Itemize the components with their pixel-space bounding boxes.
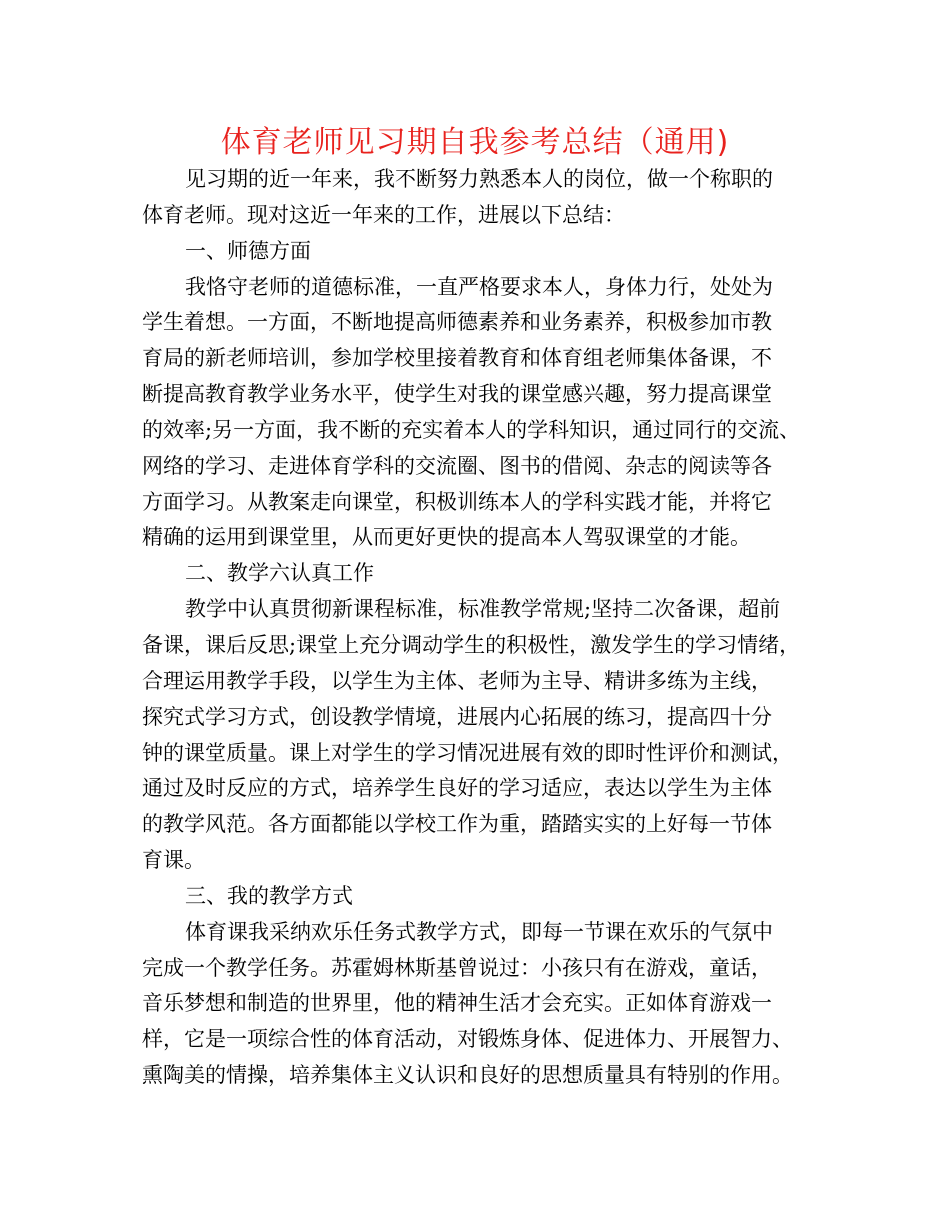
text-line: 样，它是一项综合性的体育活动，对锻炼身体、促进体力、开展智力、 bbox=[142, 1027, 793, 1052]
text-line: 见习期的近一年来，我不断努力熟悉本人的岗位，做一个称职的 bbox=[185, 167, 773, 191]
text-line: 钟的课堂质量。课上对学生的学习情况进展有效的即时性评价和测试， bbox=[142, 740, 793, 765]
text-line: 二、教学六认真工作 bbox=[185, 561, 374, 586]
text-line: 体育老师。现对这近一年来的工作，进展以下总结： bbox=[142, 202, 625, 227]
text-line: 网络的学习、走进体育学科的交流圈、图书的借阅、杂志的阅读等各 bbox=[142, 453, 772, 478]
text-line: 备课，课后反思;课堂上充分调动学生的积极性，激发学生的学习情绪， bbox=[142, 632, 801, 657]
text-line: 通过及时反应的方式，培养学生良好的学习适应，表达以学生为主体 bbox=[142, 776, 772, 801]
text-line: 熏陶美的情操，培养集体主义认识和良好的思想质量具有特别的作用。 bbox=[142, 1063, 793, 1088]
text-line: 教学中认真贯彻新课程标准，标准教学常规;坚持二次备课，超前 bbox=[185, 597, 781, 622]
text-line: 断提高教育教学业务水平，使学生对我的课堂感兴趣，努力提高课堂 bbox=[142, 382, 772, 407]
text-line: 一、师德方面 bbox=[185, 238, 311, 263]
text-line: 的教学风范。各方面都能以学校工作为重，踏踏实实的上好每一节体 bbox=[142, 812, 772, 837]
document-body bbox=[142, 162, 832, 1094]
text-line: 体育课我采纳欢乐任务式教学方式，即每一节课在欢乐的气氛中 bbox=[185, 919, 773, 944]
text-line: 的效率;另一方面，我不断的充实着本人的学科知识，通过同行的交流、 bbox=[142, 417, 801, 442]
document-title: 体育老师见习期自我参考总结（通用) bbox=[220, 125, 730, 160]
text-line: 我恪守老师的道德标准，一直严格要求本人，身体力行，处处为 bbox=[185, 274, 773, 299]
text-line: 探究式学习方式，创设教学情境，进展内心拓展的练习，提高四十分 bbox=[142, 704, 772, 729]
text-line: 方面学习。从教案走向课堂，积极训练本人的学科实践才能，并将它 bbox=[142, 489, 772, 514]
text-line: 精确的运用到课堂里，从而更好更快的提高本人驾驭课堂的才能。 bbox=[142, 525, 751, 550]
text-line: 三、我的教学方式 bbox=[185, 883, 353, 908]
text-line: 完成一个教学任务。苏霍姆林斯基曾说过：小孩只有在游戏，童话， bbox=[142, 955, 772, 980]
text-line: 育局的新老师培训，参加学校里接着教育和体育组老师集体备课，不 bbox=[142, 346, 772, 371]
text-line: 音乐梦想和制造的世界里，他的精神生活才会充实。正如体育游戏一 bbox=[142, 991, 772, 1016]
text-line: 学生着想。一方面，不断地提高师德素养和业务素养，积极参加市教 bbox=[142, 310, 772, 335]
text-line: 合理运用教学手段，以学生为主体、老师为主导、精讲多练为主线， bbox=[142, 668, 772, 693]
text-line: 育课。 bbox=[142, 848, 205, 873]
